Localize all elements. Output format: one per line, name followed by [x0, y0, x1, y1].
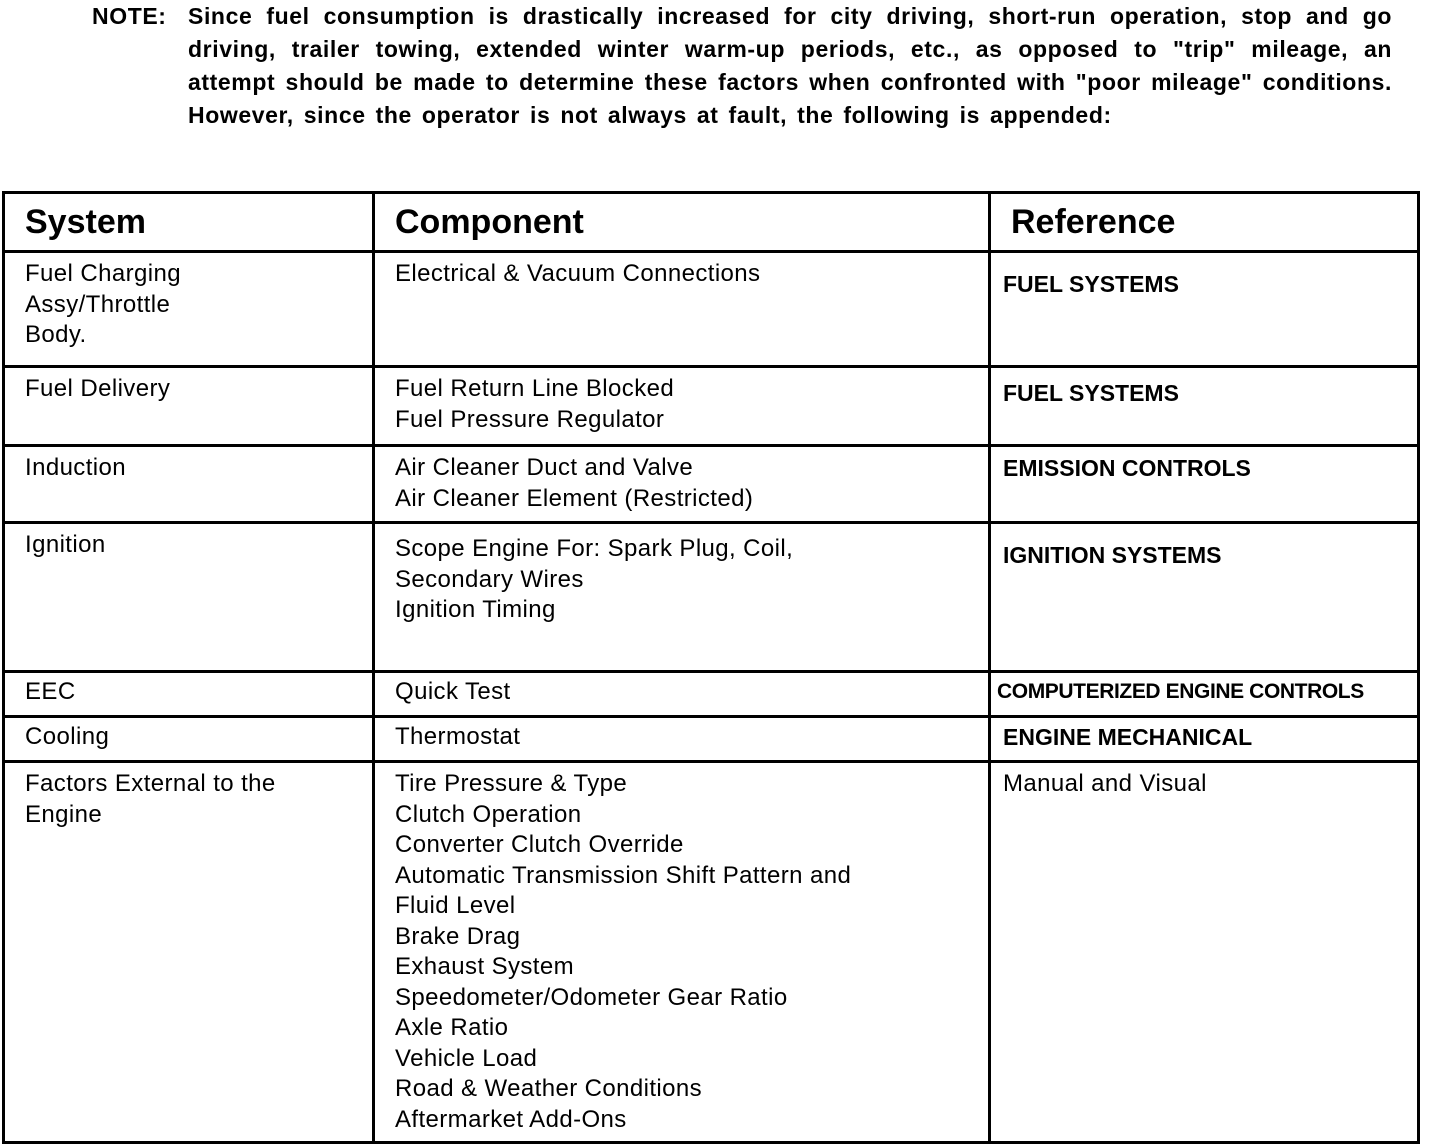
component-line: Clutch Operation [395, 800, 582, 828]
component-line: Tire Pressure & Type [395, 770, 628, 797]
header-system: System [4, 193, 374, 252]
system-line: Fuel Charging [25, 260, 181, 287]
component-line: Fuel Return Line Blocked [395, 375, 675, 402]
system-line: Ignition [25, 531, 106, 558]
component-cell [374, 446, 990, 523]
reference-cell: FUEL SYSTEMS [990, 252, 1419, 367]
component-line: Converter Clutch Override [395, 831, 684, 858]
component-line: Secondary Wires [395, 565, 584, 593]
system-line: Factors External to the [25, 770, 276, 797]
note-label: NOTE: [92, 3, 167, 29]
component-cell [374, 252, 990, 367]
reference-cell: Manual and Visual [990, 762, 1419, 1143]
table-row [4, 367, 1419, 446]
system-line: Induction [25, 454, 127, 481]
note-block [0, 0, 1440, 180]
system-cell [4, 717, 374, 762]
component-line: Exhaust System [395, 953, 575, 980]
component-cell [374, 523, 990, 672]
component-line: Fluid Level [395, 892, 516, 919]
reference-cell: EMISSION CONTROLS [990, 446, 1419, 523]
component-cell [374, 762, 990, 1143]
component-line: Road & Weather Conditions [395, 1075, 703, 1102]
component-line: Air Cleaner Duct and Valve [395, 454, 694, 481]
component-line: Quick Test [395, 678, 511, 705]
component-line: Thermostat [395, 723, 521, 750]
fuel-economy-diagnosis-table [2, 191, 1420, 1144]
system-line: Assy/Throttle [25, 290, 171, 318]
component-line: Vehicle Load [395, 1044, 538, 1072]
header-reference: Reference [990, 193, 1419, 252]
component-line: Fuel Pressure Regulator [395, 405, 665, 433]
system-cell [4, 523, 374, 672]
system-line: Body. [25, 321, 87, 348]
table-row [4, 762, 1419, 1143]
system-line: Cooling [25, 723, 110, 750]
component-line: Speedometer/Odometer Gear Ratio [395, 983, 788, 1011]
reference-cell: FUEL SYSTEMS [990, 367, 1419, 446]
system-cell [4, 252, 374, 367]
table-header-row [4, 193, 1419, 252]
system-cell [4, 762, 374, 1143]
system-cell [4, 672, 374, 717]
component-line: Automatic Transmission Shift Pattern and [395, 861, 852, 889]
reference-cell: ENGINE MECHANICAL [990, 717, 1419, 762]
table-row [4, 446, 1419, 523]
system-line: Engine [25, 800, 103, 828]
component-line: Ignition Timing [395, 596, 556, 623]
system-line: EEC [25, 678, 76, 705]
table-row [4, 252, 1419, 367]
component-line: Axle Ratio [395, 1014, 509, 1041]
system-cell [4, 367, 374, 446]
header-component: Component [374, 193, 990, 252]
component-cell [374, 672, 990, 717]
system-line: Fuel Delivery [25, 375, 171, 402]
table-row [4, 672, 1419, 717]
table-row [4, 717, 1419, 762]
component-line: Aftermarket Add-Ons [395, 1105, 627, 1133]
component-cell [374, 717, 990, 762]
component-line: Scope Engine For: Spark Plug, Coil, [395, 535, 794, 562]
reference-cell: COMPUTERIZED ENGINE CONTROLS [990, 672, 1419, 717]
component-line: Brake Drag [395, 922, 521, 950]
component-line: Electrical & Vacuum Connections [395, 260, 761, 287]
component-line: Air Cleaner Element (Restricted) [395, 484, 754, 512]
table-row [4, 523, 1419, 672]
reference-cell: IGNITION SYSTEMS [990, 523, 1419, 672]
system-cell [4, 446, 374, 523]
note-text: Since fuel consumption is drastically increased for city driving, short-run operation, stop and go driving, trailer towing, extended winter warm-up periods, etc., as opposed to "trip" mileage, an attempt should be made to determine these factors when confronted with "poor mileage" conditions. However, since the operator is not always at fault, the following is appended: [188, 3, 1392, 128]
component-cell [374, 367, 990, 446]
